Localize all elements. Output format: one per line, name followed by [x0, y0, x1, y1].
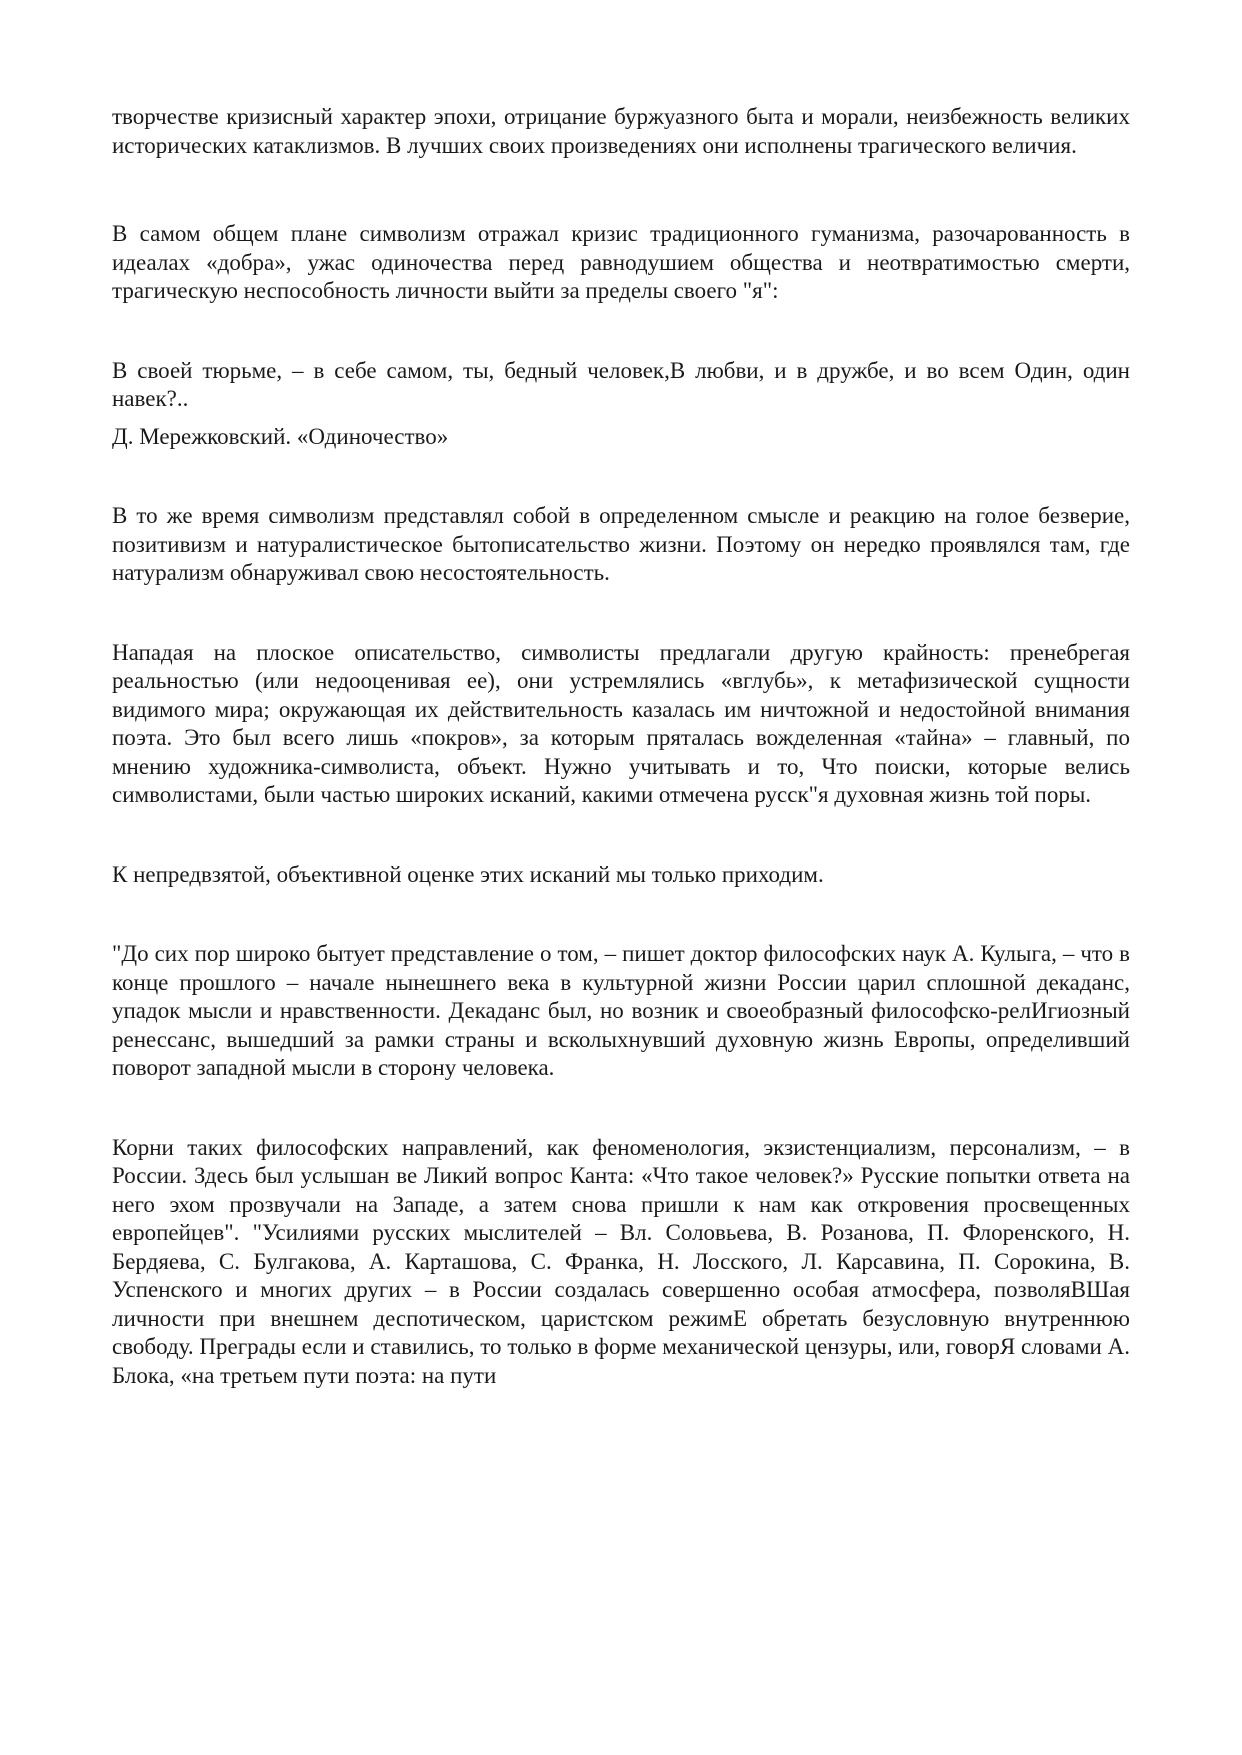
paragraph-philosophy-roots: Корни таких философских направлений, как феноменология, экзистенциализм, персонализм, – в России. Здесь был услышан ве Ликий вопрос Канта: «Что такое человек?» Русские попытки ответа на него эхом прозвучали на Западе, а затем снова пришли к нам как откровения просвещенных европейцев". "Усилиями русских мыслителей – Вл. Соловьева, В. Розанова, П. Флоренского, Н. Бердяева, С. Булгакова, А. Карташова, С. Франка, Н. Лосского, Л. Карсавина, П. Сорокина, В. Успенского и многих других – в России создалась совершенно особая атмосфера, позволяВШая личности при внешнем деспотическом, царистском режимЕ обретать безусловную внутреннюю свободу. Преграды если и ставились, то только в форме механической цензуры, или, говорЯ словами А. Блока, «на третьем пути поэта: на пути: [112, 1134, 1130, 1388]
paragraph-poem-quote: В своей тюрьме, – в себе самом, ты, бедный человек,В любви, и в дружбе, и во всем Один, один навек?..: [112, 357, 1130, 411]
paragraph-poem-attribution: Д. Мережковский. «Одиночество»: [112, 423, 449, 449]
paragraph-kulyga-quote: "До сих пор широко бытует представление о том, – пишет доктор философских наук А. Кулыга, – что в конце прошлого – начале нынешнего века в культурной жизни России царил сплошной декаданс, упадок мысли и нравственности. Декаданс был, но возник и своеобразный философско-релИгиозный ренессанс, вышедший за рамки страны и всколыхнувший духовную жизнь Европы, определивший поворот западной мысли в сторону человека.: [112, 941, 1130, 1080]
paragraph-unbiased-assessment: К непредвзятой, объективной оценке этих исканий мы только приходим.: [112, 861, 824, 887]
paragraph-crisis-era: творчестве кризисный характер эпохи, отрицание буржуазного быта и морали, неизбежность великих исторических катаклизмов. В лучших своих произведениях они исполнены трагического величия.: [112, 104, 1130, 158]
paragraph-symbolism-humanism: В самом общем плане символизм отражал кризис традиционного гуманизма, разочарованность в идеалах «добра», ужас одиночества перед равнодушием общества и неотвратимостью смерти, трагическую неспособность личности выйти за пределы своего "я":: [112, 221, 1130, 303]
document-page: [112, 103, 1130, 1390]
paragraph-flat-description: Нападая на плоское описательство, символисты предлагали другую крайность: пренебрегая реальностью (или недооценивая ее), они устремлялись «вглубь», к метафизической сущности видимого мира; окружающая их действительность казалась им ничтожной и недостойной внимания поэта. Это был всего лишь «покров», за которым пряталась вожделенная «тайна» – главный, по мнению художника-символиста, объект. Нужно учитывать и то, Что поиски, которые велись символистами, были частью широких исканий, какими отмечена русск"я духовная жизнь той поры.: [112, 639, 1130, 807]
paragraph-reaction-to-positivism: В то же время символизм представлял собой в определенном смысле и реакцию на голое безверие, позитивизм и натуралистическое бытописательство жизни. Поэтому он нередко проявлялся там, где натурализм обнаруживал свою несостоятельность.: [112, 503, 1130, 585]
